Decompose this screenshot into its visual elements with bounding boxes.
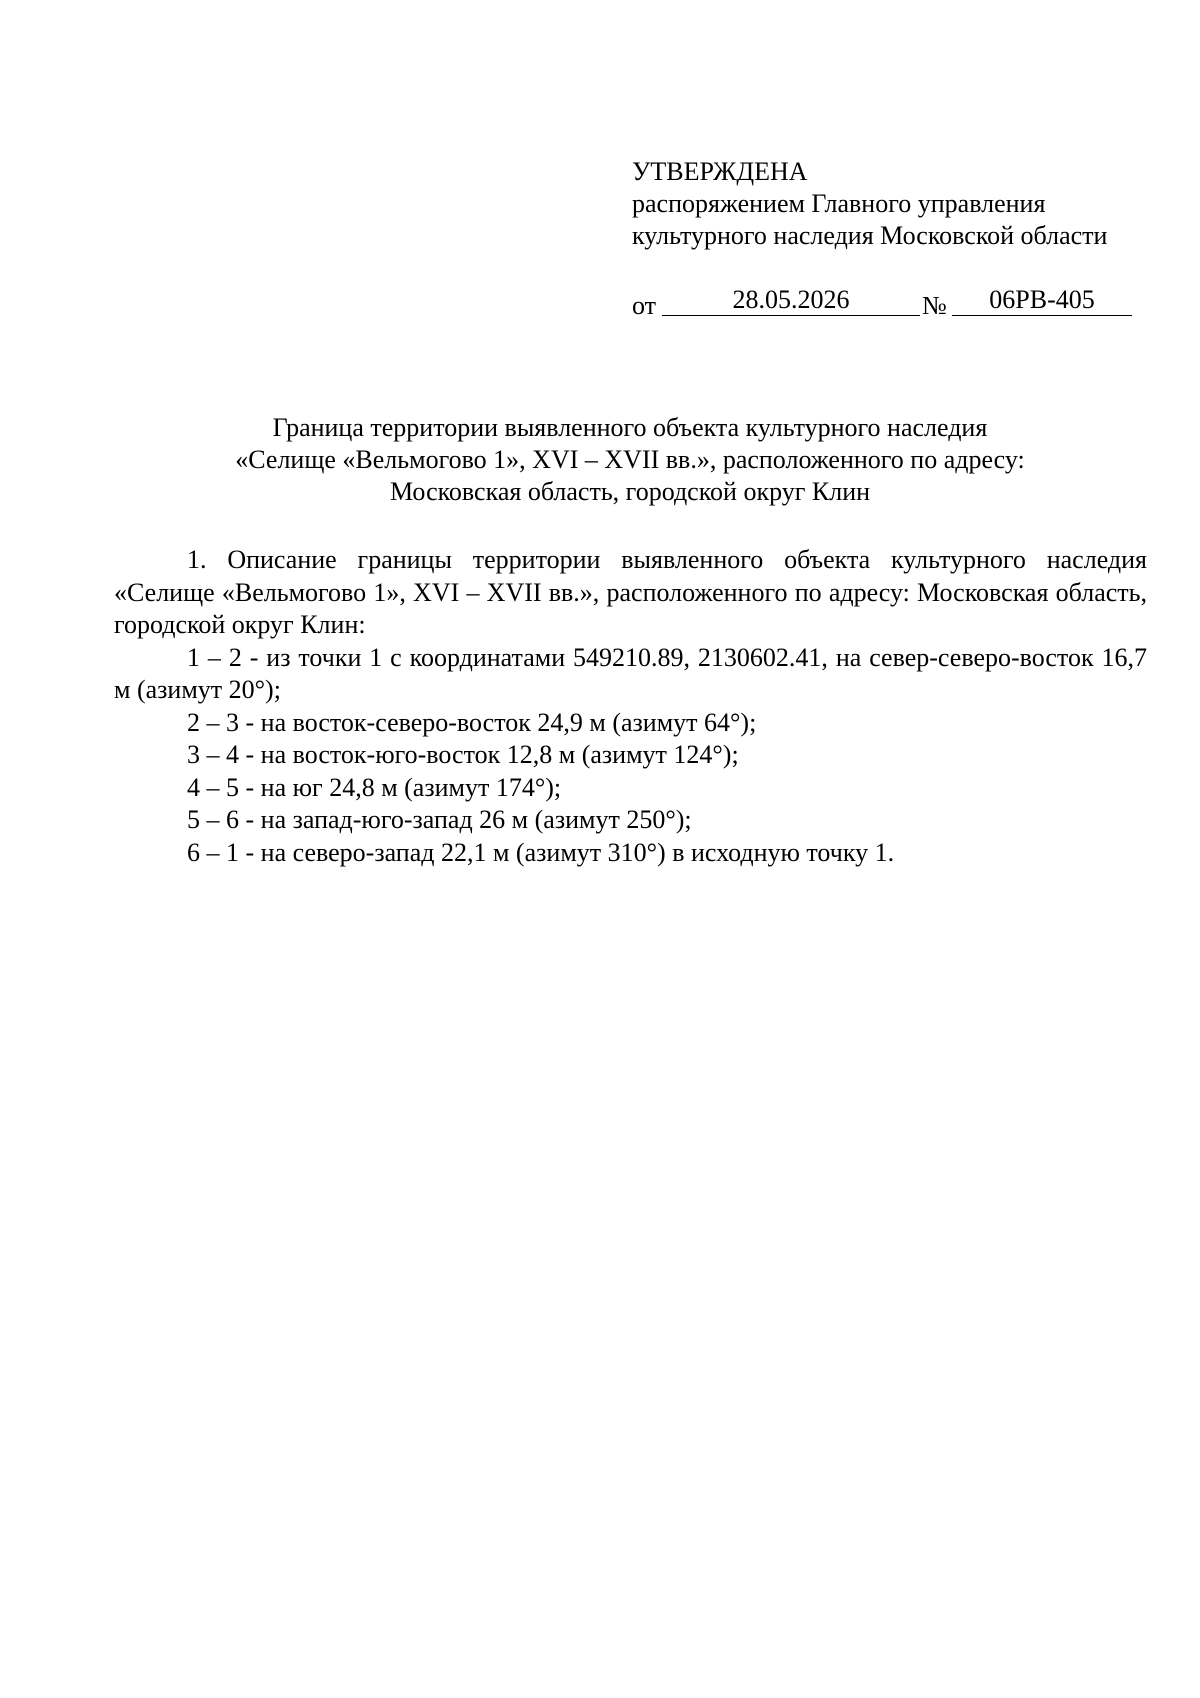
approval-authority-line-2: культурного наследия Московской области: [632, 221, 1108, 250]
approval-heading: УТВЕРЖДЕНА: [632, 157, 808, 186]
approval-authority-line-1: распоряжением Главного управления: [632, 189, 1046, 218]
approval-block: [632, 156, 1162, 252]
boundary-segment-6-1: 6 – 1 - на северо-запад 22,1 м (азимут 310°) в исходную точку 1.: [187, 837, 895, 867]
boundary-description-intro: 1. Описание границы территории выявленного объекта культурного наследия «Селище «Вельмогово 1», XVI – XVII вв.», расположенного по адресу: Московская область, городской округ Клин:: [114, 545, 1147, 639]
boundary-segment-4-5: 4 – 5 - на юг 24,8 м (азимут 174°);: [187, 772, 562, 802]
title-line-1: Граница территории выявленного объекта культурного наследия: [272, 413, 988, 442]
approval-number: 06РВ-405: [952, 285, 1132, 316]
title-line-3: Московская область, городской округ Клин: [389, 477, 871, 506]
document-title: [60, 412, 1200, 508]
title-line-2: «Селище «Вельмогово 1», XVI – XVII вв.», расположенного по адресу:: [235, 445, 1025, 474]
date-prefix: от: [632, 291, 657, 320]
boundary-segment-1-2: 1 – 2 - из точки 1 с координатами 549210.89, 2130602.41, на север-северо-восток 16,7 м (азимут 20°);: [114, 642, 1147, 704]
boundary-segment-3-4: 3 – 4 - на восток-юго-восток 12,8 м (азимут 124°);: [187, 740, 739, 769]
approval-reference: [632, 285, 1132, 319]
number-prefix: №: [922, 291, 947, 320]
boundary-segment-5-6: 5 – 6 - на запад-юго-запад 26 м (азимут 250°);: [187, 805, 692, 834]
boundary-segment-2-3: 2 – 3 - на восток-северо-восток 24,9 м (азимут 64°);: [187, 707, 757, 737]
approval-date: 28.05.2026: [662, 285, 920, 316]
document-body: [114, 544, 1147, 869]
